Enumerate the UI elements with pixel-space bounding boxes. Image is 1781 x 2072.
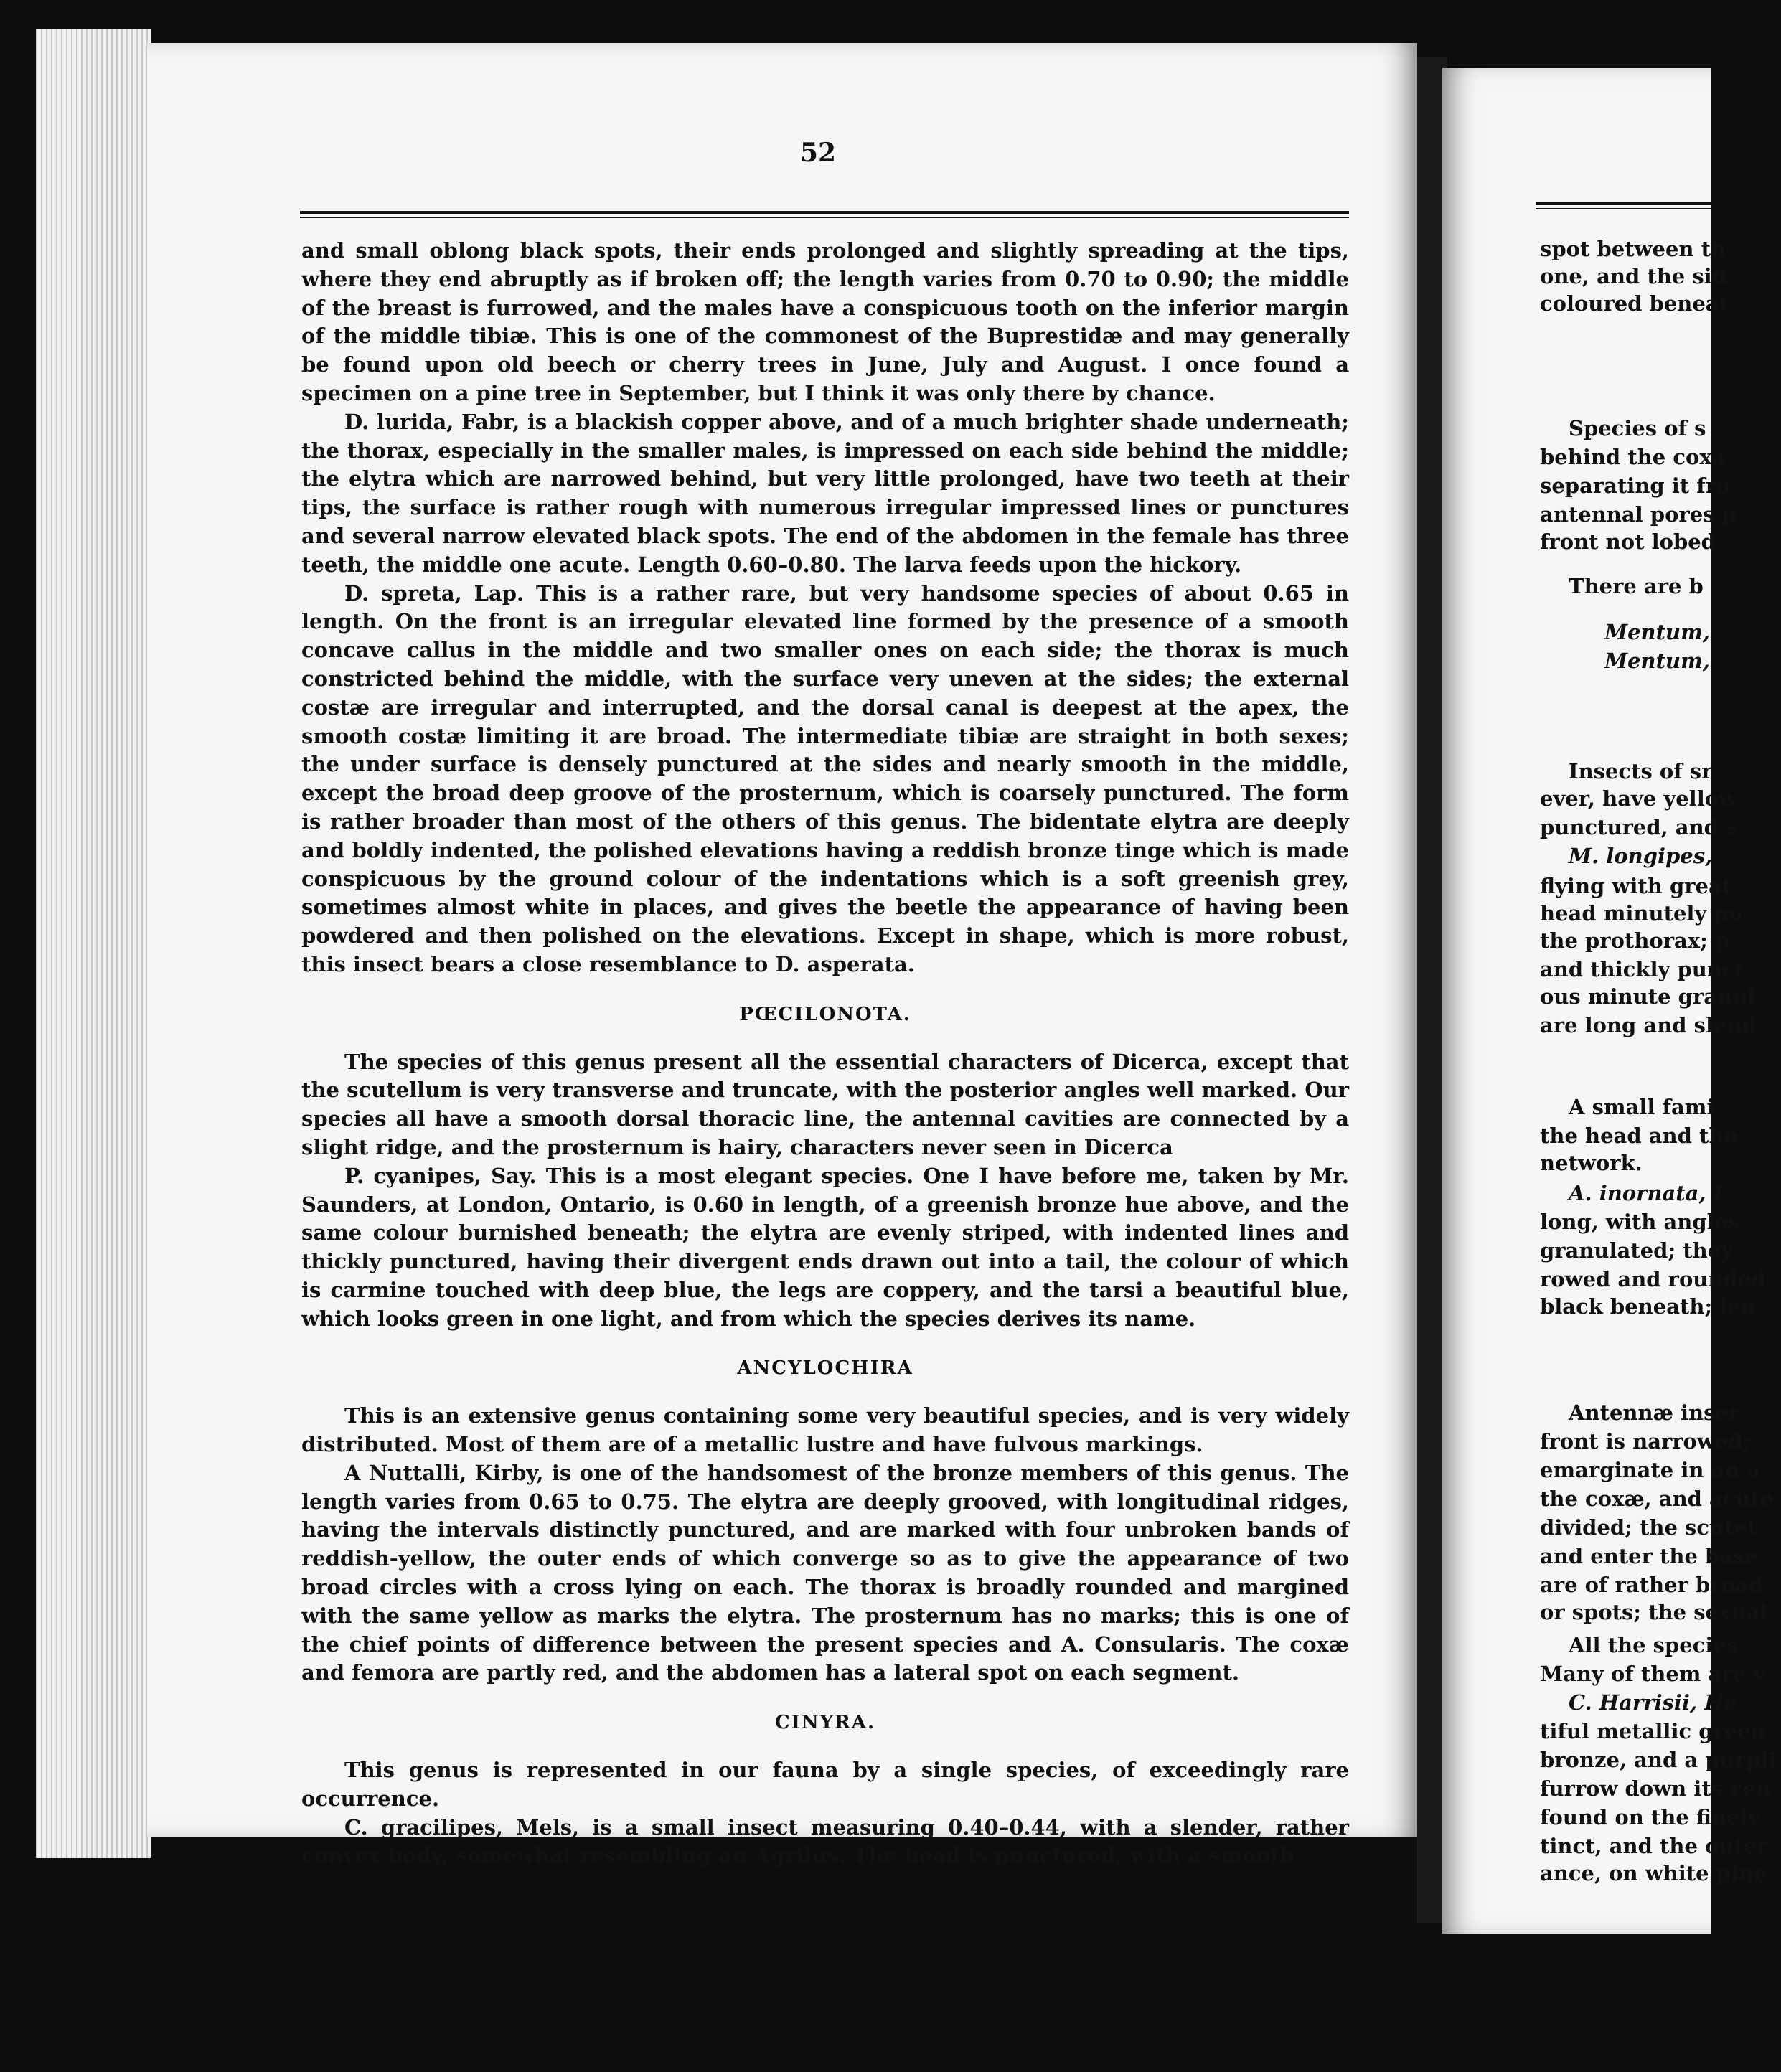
right-page-line: front is narrowed; (1540, 1429, 1751, 1454)
right-page-line: ous minute granul (1540, 984, 1756, 1009)
right-page-line: and enter the base (1540, 1544, 1758, 1568)
right-page-line: furrow down its cen (1540, 1776, 1772, 1801)
right-page-line: and thickly punct (1540, 957, 1744, 981)
paragraph-d-lurida: D. lurida, Fabr, is a blackish copper above, and of a much brighter shade underneath; the thorax, especially in the smaller males, is impressed on each side behind the middle; the elytra which are narrowed behind, but very little prolonged, have two teeth at their tips, the surface is rather rough with numerous irregular impressed lines or punctures and several narrow elevated black spots. The end of the abdomen in the female has three teeth, the middle one acute. Length 0.60–0.80. The larva feeds upon the hickory. (301, 409, 1349, 577)
right-page-line: are of rather broad (1540, 1573, 1763, 1597)
heading-cinyra: CINYRA. (774, 1712, 875, 1734)
right-page-line: punctured, and s (1540, 815, 1738, 839)
right-page-line: Insects of sr (1569, 759, 1713, 783)
right-page-line: found on the finely (1540, 1805, 1760, 1830)
right-page-line: bronze, and a purpli (1540, 1748, 1777, 1772)
right-page-line: the head and tho (1540, 1124, 1738, 1148)
right-page-line: long, with angles (1540, 1210, 1740, 1234)
right-page-line: ance, on white pine (1540, 1861, 1767, 1885)
page-number: 52 (800, 138, 837, 168)
right-page-line: divided; the scutel (1540, 1515, 1755, 1540)
right-page-line: ever, have yellow (1540, 786, 1737, 811)
right-header-rule (1536, 202, 1711, 205)
heading-poecilonota: PŒCILONOTA. (739, 1003, 911, 1025)
right-page-line: are long and slend (1540, 1013, 1757, 1037)
right-page-line: granulated; they (1540, 1238, 1734, 1263)
heading-ancylochira: ANCYLOCHIRA (737, 1357, 913, 1380)
right-page-line: All the species (1569, 1633, 1739, 1657)
right-page-line: the prothorax; p (1540, 928, 1730, 953)
paragraph-ancylochira-intro: This is an extensive genus containing some very beautiful species, and is very widely distributed. Most of them are of a metallic lustre and have fulvous markings. (301, 1403, 1349, 1457)
right-page-line: behind the coxa (1540, 445, 1726, 469)
paragraph-c-gracilipes: C. gracilipes, Mels, is a small insect measuring 0.40–0.44, with a slender, rather convex body, somewhat resembling an Agrilus. The head is punctured, with a smooth (301, 1814, 1349, 1868)
right-page-line: tinct, and the outer (1540, 1834, 1768, 1858)
right-page-line: Mentum, (1604, 649, 1710, 673)
right-header-rule-thin (1536, 208, 1711, 209)
paragraph-cinyra-intro: This genus is represented in our fauna by a single species, of exceedingly rare occurrence. (301, 1758, 1349, 1811)
header-rule-thick (300, 211, 1349, 214)
right-page-line: There are b (1569, 574, 1704, 598)
right-page-line: Mentum, (1604, 620, 1710, 644)
paragraph-d-spreta: D. spreta, Lap. This is a rather rare, but very handsome species of about 0.65 in length. On the front is an irregular elevated line formed by the presence of a smooth concave callus in the middle and two smaller ones on each side; the thorax is much constricted behind the middle, with the surface very uneven at the sides; the external costæ are irregular and interrupted, and the dorsal canal is deepest at the apex, the smooth costæ limiting it are broad. The intermediate tibiæ are straight in both sexes; the under surface is densely punctured at the sides and nearly smooth in the middle, except the broad deep groove of the prosternum, which is coarsely punctured. The form is rather broader than most of the others of this genus. The bidentate elytra are deeply and boldly indented, the polished elevations having a reddish bronze tinge which is made conspicuous by the ground colour of the indentations which is a soft greenish grey, sometimes almost white in places, and gives the beetle the appearance of having been powdered and then polished on the elevations. Except in shape, which is more robust, this insect bears a close resemblance to D. asperata. (301, 580, 1349, 976)
right-page-line: C. Harrisii, He (1569, 1690, 1737, 1715)
right-page-line: front not lobed (1540, 529, 1716, 554)
right-page-line: head minutely pu (1540, 901, 1744, 926)
right-page-line: separating it fro (1540, 474, 1731, 498)
header-rule-thin (300, 217, 1349, 218)
right-page-line: tiful metallic green (1540, 1719, 1766, 1743)
left-page-body (301, 237, 1349, 1870)
right-page-line: flying with great (1540, 874, 1732, 898)
paragraph-a-nuttalli: A Nuttalli, Kirby, is one of the handsomest of the bronze members of this genus. The length varies from 0.65 to 0.75. The elytra are deeply grooved, with longitudinal ridges, having the intervals distinctly punctured, and are marked with four unbroken bands of reddish-yellow, the outer ends of which converge so as to give the appearance of two broad circles with a cross lying on each. The thorax is broadly rounded and margined with the same yellow as marks the elytra. The prosternum has no marks; this is one of the chief points of difference between the present species and A. Consularis. The coxæ and femora are partly red, and the abdomen has a lateral spot on each segment. (301, 1460, 1349, 1685)
paragraph-poecilonota-intro: The species of this genus present all the essential characters of Dicerca, except that the scutellum is very transverse and truncate, with the posterior angles well marked. Our species all have a smooth dorsal thoracic line, the antennal cavities are connected by a slight ridge, and the prosternum is hairy, characters never seen in Dicerca (301, 1049, 1349, 1159)
right-page-line: rowed and rounded (1540, 1267, 1766, 1291)
paragraph-dicerca-continued: and small oblong black spots, their ends prolonged and slightly spreading at the tips, where they end abruptly as if broken off; the length varies from 0.70 to 0.90; the middle of the breast is furrowed, and the males have a conspicuous tooth on the inferior margin of the middle tibiæ. This is one of the commonest of the Buprestidæ and may generally be found upon old beech or cherry trees in June, July and August. I once found a specimen on a pine tree in September, but I think it was only there by chance. (301, 238, 1349, 405)
right-page-line: A small fami (1569, 1095, 1715, 1119)
right-page-line: Many of them are v (1540, 1662, 1766, 1686)
right-page-line: black beneath; len (1540, 1294, 1756, 1319)
right-page-line: one, and the sid (1540, 264, 1726, 288)
right-page-line: M. longipes, (1569, 844, 1713, 868)
right-page-line: antennal pores p (1540, 502, 1737, 527)
right-page-line: A. inornata, I (1569, 1181, 1724, 1205)
right-page-line: Antennæ inser (1569, 1400, 1740, 1425)
paragraph-p-cyanipes: P. cyanipes, Say. This is a most elegant species. One I have before me, taken by Mr. Saunders, at London, Ontario, is 0.60 in length, of a greenish bronze hue above, and the same colour burnished beneath; the elytra are evenly striped, with indented lines and thickly punctured, having their divergent ends drawn out into a tail, the colour of which is carmine touched with deep blue, the legs are coppery, and the tarsi a beautiful blue, which looks green in one light, and from which the species derives its name. (301, 1163, 1349, 1331)
right-page-line: Species of s (1569, 416, 1706, 441)
book-page-edges (36, 29, 151, 1858)
right-page-line: or spots; the sexual (1540, 1600, 1768, 1624)
right-page-line: emarginate in an a (1540, 1458, 1761, 1482)
right-page-line: spot between th (1540, 237, 1726, 261)
right-page-line: network. (1540, 1151, 1643, 1175)
right-page-line: the coxæ, and acute (1540, 1487, 1774, 1511)
right-page-line: coloured beneat (1540, 291, 1729, 316)
